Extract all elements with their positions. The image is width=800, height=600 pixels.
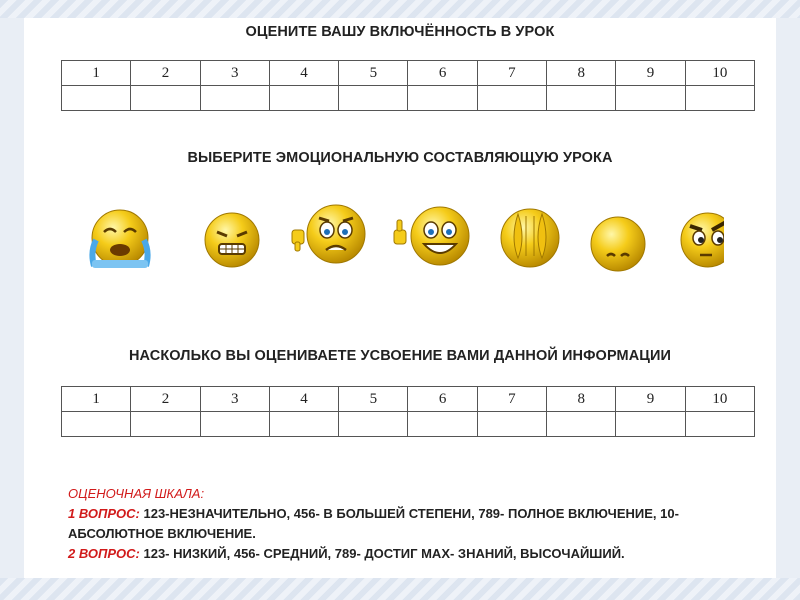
answer-cell[interactable] <box>200 412 269 437</box>
involvement-number-row <box>62 61 755 86</box>
answer-cell[interactable] <box>269 412 338 437</box>
legend-question-2 <box>68 544 748 564</box>
involvement-scale-table <box>61 60 755 111</box>
scale-number: 2 <box>131 61 200 86</box>
scale-number: 7 <box>477 61 546 86</box>
grimacing-smiley-icon[interactable] <box>205 213 259 267</box>
face-palm-smiley-icon[interactable] <box>501 209 559 267</box>
answer-cell[interactable] <box>339 412 408 437</box>
rating-scale-legend <box>68 484 748 564</box>
answer-cell[interactable] <box>62 86 131 111</box>
bottom-border-decoration <box>0 578 800 600</box>
scale-number: 8 <box>547 387 616 412</box>
question-1-text: 123-НЕЗНАЧИТЕЛЬНО, 456- В БОЛЬШЕЙ СТЕПЕНИ, 789- ПОЛНОЕ ВКЛЮЧЕНИЕ, 10- АБСОЛЮТНОЕ ВКЛЮЧЕНИЕ. <box>68 506 679 541</box>
scale-number: 5 <box>339 61 408 86</box>
scale-number: 6 <box>408 61 477 86</box>
scale-number: 4 <box>269 61 338 86</box>
thumbs-up-smiley-icon[interactable] <box>394 207 469 265</box>
legend-question-1 <box>68 504 748 544</box>
answer-cell[interactable] <box>131 86 200 111</box>
scale-number: 10 <box>685 387 754 412</box>
assimilation-heading: НАСКОЛЬКО ВЫ ОЦЕНИВАЕТЕ УСВОЕНИЕ ВАМИ ДАННОЙ ИНФОРМАЦИИ <box>128 348 672 364</box>
involvement-answer-row <box>62 86 755 111</box>
answer-cell[interactable] <box>685 86 754 111</box>
scale-number: 2 <box>131 387 200 412</box>
scale-number: 9 <box>616 61 685 86</box>
scale-number: 1 <box>62 61 131 86</box>
scale-number: 3 <box>200 61 269 86</box>
question-2-label: 2 ВОПРОС: <box>68 546 140 561</box>
answer-cell[interactable] <box>408 86 477 111</box>
answer-cell[interactable] <box>339 86 408 111</box>
scale-number: 5 <box>339 387 408 412</box>
emotion-smileys <box>84 198 724 278</box>
scale-number: 6 <box>408 387 477 412</box>
answer-cell[interactable] <box>131 412 200 437</box>
question-1-label: 1 ВОПРОС: <box>68 506 140 521</box>
emotion-heading: ВЫБЕРИТЕ ЭМОЦИОНАЛЬНУЮ СОСТАВЛЯЮЩУЮ УРОКА <box>187 150 613 166</box>
scale-number: 3 <box>200 387 269 412</box>
assimilation-number-row <box>62 387 755 412</box>
answer-cell[interactable] <box>477 412 546 437</box>
answer-cell[interactable] <box>685 412 754 437</box>
scale-number: 7 <box>477 387 546 412</box>
scale-number: 10 <box>685 61 754 86</box>
scale-number: 1 <box>62 387 131 412</box>
scale-number: 8 <box>547 61 616 86</box>
question-2-text: 123- НИЗКИЙ, 456- СРЕДНИЙ, 789- ДОСТИГ МАХ- ЗНАНИЙ, ВЫСОЧАЙШИЙ. <box>139 546 625 561</box>
answer-cell[interactable] <box>547 412 616 437</box>
answer-cell[interactable] <box>408 412 477 437</box>
sad-smiley-icon[interactable] <box>591 217 645 271</box>
answer-cell[interactable] <box>616 86 685 111</box>
involvement-heading: ОЦЕНИТЕ ВАШУ ВКЛЮЧЁННОСТЬ В УРОК <box>245 24 555 40</box>
answer-cell[interactable] <box>547 86 616 111</box>
answer-cell[interactable] <box>200 86 269 111</box>
worksheet-page <box>24 18 776 578</box>
scale-number: 4 <box>269 387 338 412</box>
legend-title: ОЦЕНОЧНАЯ ШКАЛА: <box>68 486 205 501</box>
answer-cell[interactable] <box>616 412 685 437</box>
skeptical-smiley-icon[interactable] <box>681 213 724 267</box>
scale-number: 9 <box>616 387 685 412</box>
answer-cell[interactable] <box>269 86 338 111</box>
thumbs-down-smiley-icon[interactable] <box>292 205 365 263</box>
assimilation-scale-table <box>61 386 755 437</box>
crying-smiley-icon[interactable] <box>92 210 148 268</box>
top-border-decoration <box>0 0 800 18</box>
answer-cell[interactable] <box>62 412 131 437</box>
answer-cell[interactable] <box>477 86 546 111</box>
assimilation-answer-row <box>62 412 755 437</box>
